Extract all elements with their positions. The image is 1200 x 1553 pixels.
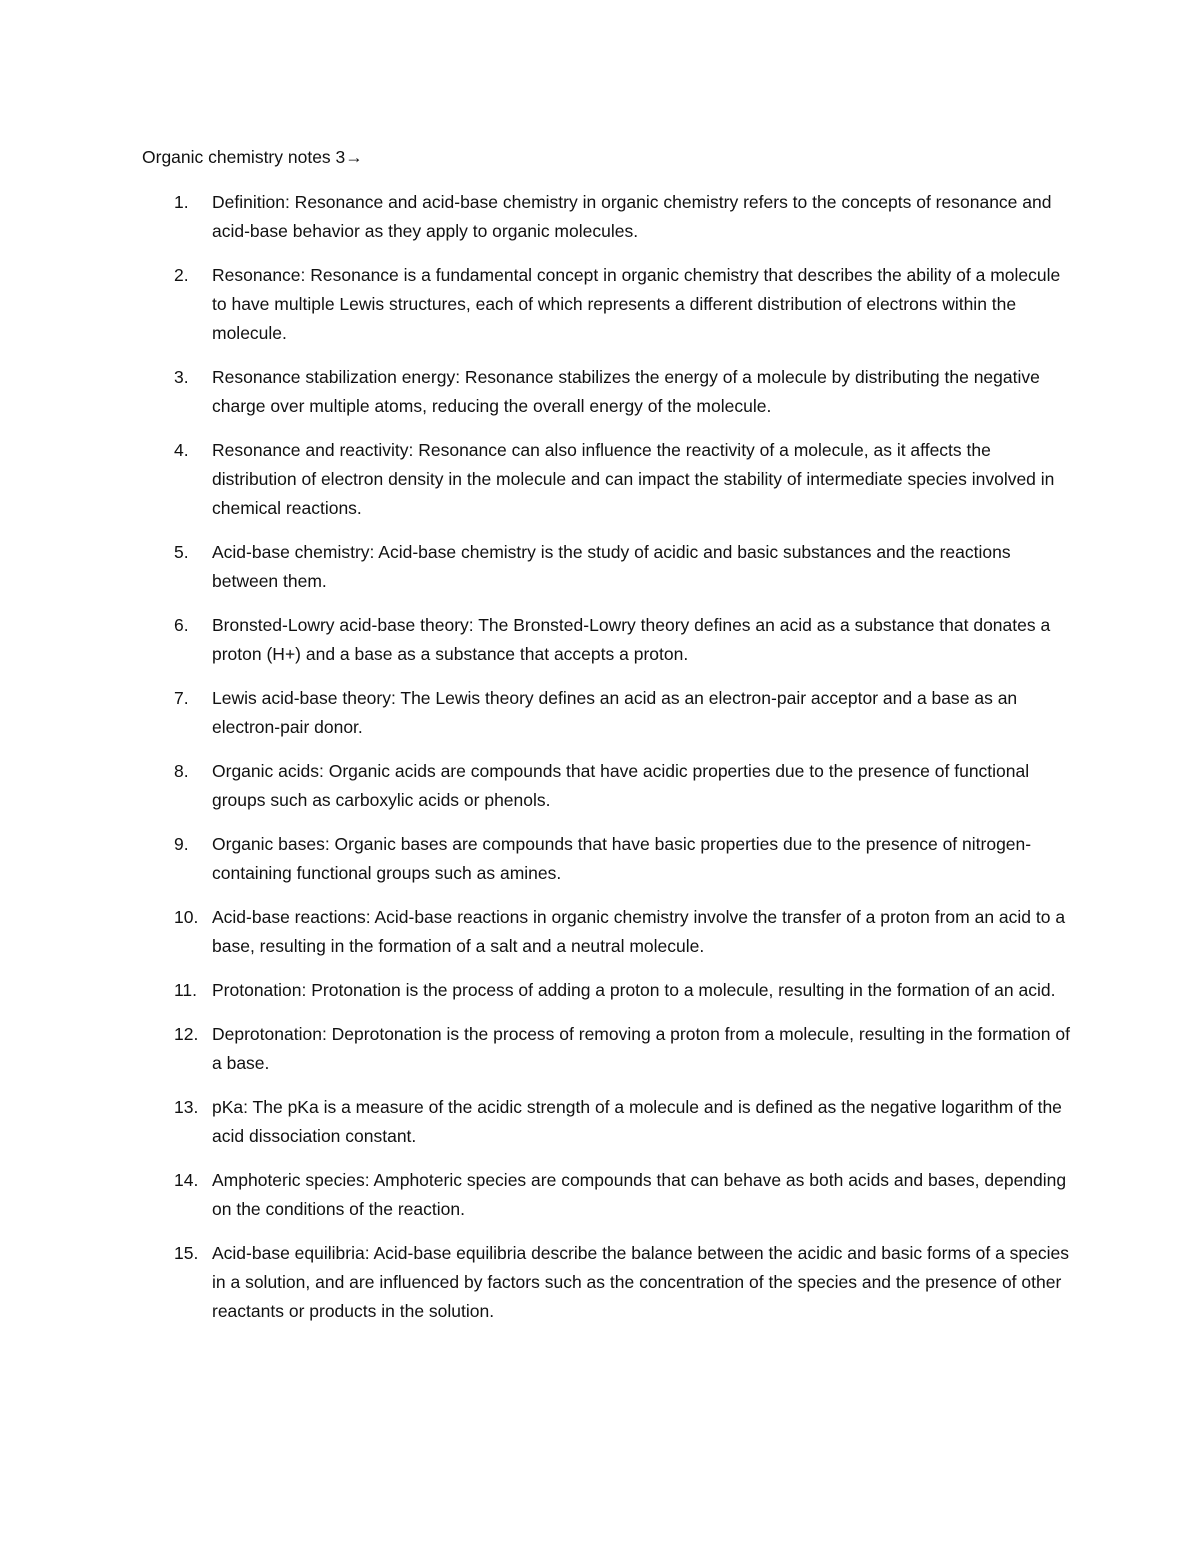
list-item	[142, 363, 1072, 421]
list-item-text: pKa: The pKa is a measure of the acidic strength of a molecule and is defined as the negative logarithm of the acid dissociation constant.	[212, 1097, 1062, 1146]
list-item-text: Resonance stabilization energy: Resonance stabilizes the energy of a molecule by distributing the negative charge over multiple atoms, reducing the overall energy of the molecule.	[212, 367, 1040, 416]
list-item	[142, 436, 1072, 523]
list-item-text: Acid-base reactions: Acid-base reactions in organic chemistry involve the transfer of a proton from an acid to a base, resulting in the formation of a salt and a neutral molecule.	[212, 907, 1066, 956]
list-item-number: 13.	[174, 1097, 199, 1117]
list-item-text: Organic acids: Organic acids are compounds that have acidic properties due to the presence of functional groups such as carboxylic acids or phenols.	[212, 761, 1030, 810]
document-heading: Organic chemistry notes 3→	[142, 147, 363, 167]
list-item-number: 12.	[174, 1024, 199, 1044]
list-item-text: Organic bases: Organic bases are compounds that have basic properties due to the presence of nitrogen-containing functional groups such as amines.	[212, 834, 1032, 883]
list-item-number: 7.	[174, 688, 189, 708]
list-item-number: 15.	[174, 1243, 199, 1263]
list-item-text: Definition: Resonance and acid-base chemistry in organic chemistry refers to the concepts of resonance and acid-base behavior as they apply to organic molecules.	[212, 192, 1052, 241]
list-item-text: Lewis acid-base theory: The Lewis theory defines an acid as an electron-pair acceptor and a base as an electron-pair donor.	[212, 688, 1018, 737]
list-item-number: 4.	[174, 440, 189, 460]
list-item	[142, 188, 1072, 246]
list-item-text: Resonance: Resonance is a fundamental concept in organic chemistry that describes the ability of a molecule to have multiple Lewis structures, each of which represents a different distribution of electrons within the molecule.	[212, 265, 1061, 343]
list-item-text: Bronsted-Lowry acid-base theory: The Bronsted-Lowry theory defines an acid as a substance that donates a proton (H+) and a base as a substance that accepts a proton.	[212, 615, 1051, 664]
list-item-number: 2.	[174, 265, 189, 285]
list-item	[142, 1093, 1072, 1151]
list-item-text: Acid-base equilibria: Acid-base equilibria describe the balance between the acidic and basic forms of a species in a solution, and are influenced by factors such as the concentration of the species and the presence of other reactants or products in the solution.	[212, 1243, 1070, 1321]
list-item	[142, 757, 1072, 815]
list-item-number: 8.	[174, 761, 189, 781]
list-item	[142, 611, 1072, 669]
list-item-number: 6.	[174, 615, 189, 635]
list-item-number: 5.	[174, 542, 189, 562]
notes-list	[142, 188, 1072, 1341]
list-item	[142, 976, 1072, 1005]
list-item-text: Protonation: Protonation is the process of adding a proton to a molecule, resulting in the formation of an acid.	[212, 980, 1056, 1000]
list-item-number: 1.	[174, 192, 189, 212]
list-item-text: Deprotonation: Deprotonation is the process of removing a proton from a molecule, resulting in the formation of a base.	[212, 1024, 1070, 1073]
list-item	[142, 684, 1072, 742]
list-item	[142, 261, 1072, 348]
list-item-number: 3.	[174, 367, 189, 387]
list-item	[142, 1020, 1072, 1078]
list-item	[142, 538, 1072, 596]
list-item-text: Resonance and reactivity: Resonance can also influence the reactivity of a molecule, as it affects the distribution of electron density in the molecule and can impact the stability of intermediate species involved in chemical reactions.	[212, 440, 1055, 518]
list-item-number: 14.	[174, 1170, 199, 1190]
list-item-text: Amphoteric species: Amphoteric species are compounds that can behave as both acids and bases, depending on the conditions of the reaction.	[212, 1170, 1067, 1219]
list-item	[142, 1239, 1072, 1326]
list-item	[142, 903, 1072, 961]
list-item-number: 11.	[174, 980, 198, 1000]
list-item-number: 10.	[174, 907, 199, 927]
list-item-text: Acid-base chemistry: Acid-base chemistry is the study of acidic and basic substances and the reactions between them.	[212, 542, 1011, 591]
list-item	[142, 1166, 1072, 1224]
list-item-number: 9.	[174, 834, 189, 854]
list-item	[142, 830, 1072, 888]
